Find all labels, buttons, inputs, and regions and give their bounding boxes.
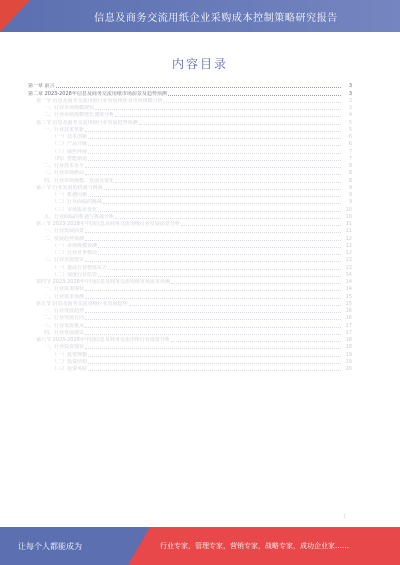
toc-entry[interactable]: [28, 329, 352, 336]
report-footer: [0, 527, 400, 565]
toc-entry[interactable]: [28, 278, 352, 285]
header-corner-accent: [0, 0, 30, 32]
toc-leader-dots: [85, 348, 341, 349]
toc-entry[interactable]: [28, 89, 352, 96]
toc-entry[interactable]: [28, 169, 352, 176]
toc-entry-page: 3: [348, 97, 352, 104]
toc-entry-page: 4: [348, 112, 352, 119]
toc-leader-dots: [85, 261, 341, 262]
toc-entry[interactable]: [28, 249, 352, 256]
toc-entry[interactable]: [28, 126, 352, 133]
toc-leader-dots: [115, 218, 341, 219]
toc-leader-dots: [85, 298, 341, 299]
toc-entry-page: 11: [345, 228, 352, 235]
toc-entry-label: （四）智能制造: [52, 155, 88, 162]
toc-entry-page: 16: [345, 315, 352, 322]
toc-entry-page: 15: [345, 293, 352, 300]
toc-entry-page: 15: [345, 300, 352, 307]
toc-entry-page: 12: [345, 235, 352, 242]
toc-entry-label: （二）行业面临的挑战: [52, 199, 103, 206]
toc-entry-label: 二、行业技术水平: [44, 163, 85, 169]
toc-leader-dots: [85, 319, 341, 320]
toc-entry[interactable]: [28, 184, 352, 191]
toc-entry-label: 三、行业市场格局: [44, 170, 85, 177]
toc-entry-label: 四、行业市场规模、发展及变化: [44, 177, 115, 184]
toc-leader-dots: [85, 312, 341, 313]
toc-leader-dots: [88, 160, 341, 161]
toc-entry[interactable]: [28, 118, 352, 125]
toc-leader-dots: [98, 276, 341, 277]
toc-entry-label: 一、行业需求现状: [44, 286, 85, 293]
toc-entry-page: 3: [348, 90, 352, 97]
toc-leader-dots: [115, 182, 341, 183]
toc-leader-dots: [95, 109, 341, 110]
toc-entry-page: 20: [345, 366, 352, 372]
toc-entry[interactable]: [28, 82, 352, 89]
toc-entry-label: 二、发展趋势预测: [44, 235, 85, 242]
toc-entry-label: 第六节 2023-2028年中国信息及商务交流用纸行业投资分析: [36, 337, 170, 343]
toc-entry-label: （一）技术创新: [52, 134, 88, 140]
toc-entry-page: 14: [345, 279, 352, 285]
toc-entry[interactable]: [28, 227, 352, 234]
toc-entry-label: 一、行业市场规模现状: [44, 105, 95, 111]
toc-entry-label: （一）投资规模: [52, 351, 88, 358]
toc-leader-dots: [129, 305, 341, 306]
toc-entry-page: 16: [345, 308, 352, 314]
toc-leader-dots: [85, 327, 341, 328]
toc-entry-label: （二）投资结构: [52, 358, 88, 365]
toc-entry-page: 11: [345, 221, 352, 227]
toc-entry-label: （一）机遇因素: [52, 192, 88, 198]
toc-leader-dots: [115, 116, 341, 117]
toc-leader-dots: [98, 254, 341, 255]
toc-entry[interactable]: [28, 104, 352, 111]
toc-entry-page: 5: [348, 126, 352, 133]
toc-leader-dots: [103, 203, 341, 204]
toc-leader-dots: [85, 167, 341, 168]
toc-leader-dots: [171, 341, 341, 342]
toc-entry-page: 10: [345, 206, 352, 213]
toc-entry-page: 6: [348, 134, 352, 140]
toc-leader-dots: [88, 370, 341, 371]
toc-entry-label: （三）绿色环保: [52, 148, 88, 155]
toc-entry[interactable]: [28, 133, 352, 140]
toc-entry[interactable]: [28, 111, 352, 118]
toc-leader-dots: [104, 189, 341, 190]
toc-leader-dots: [88, 356, 341, 357]
toc-entry[interactable]: [28, 300, 352, 307]
toc-entry[interactable]: [28, 147, 352, 154]
toc-entry-label: 四、行业发展建议: [44, 329, 85, 336]
toc-leader-dots: [85, 334, 341, 335]
toc-leader-dots: [85, 290, 341, 291]
toc-leader-dots: [85, 174, 341, 175]
toc-entry[interactable]: [28, 263, 352, 270]
toc-entry[interactable]: [28, 97, 352, 104]
toc-leader-dots: [171, 283, 341, 284]
toc-entry-page: 3: [348, 105, 352, 111]
toc-entry[interactable]: [28, 176, 352, 183]
toc-entry-page: 18: [345, 337, 352, 343]
toc-entry[interactable]: [28, 191, 352, 198]
toc-entry[interactable]: [28, 220, 352, 227]
toc-entry-page: 9: [348, 192, 352, 198]
toc-entry-label: （一）市场规模预测: [52, 242, 98, 249]
toc-entry-label: 一、行业投资现状: [44, 344, 85, 351]
toc-leader-dots: [85, 131, 341, 132]
toc-leader-dots: [108, 269, 341, 270]
page-mark: 1: [343, 514, 347, 520]
toc-entry-label: 第一节 信息及商务交流用纸行业发展现状及市场规模分析: [36, 97, 163, 104]
toc-entry-label: 一、行业技术革新: [44, 126, 85, 133]
toc-entry-page: 19: [345, 351, 352, 358]
toc-heading: 内容目录: [171, 57, 228, 71]
toc-leader-dots: [85, 232, 341, 233]
report-header: [0, 0, 400, 32]
toc-leader-dots: [139, 124, 341, 125]
toc-entry[interactable]: [28, 336, 352, 343]
toc-entry[interactable]: [28, 350, 352, 357]
footer-diagonal: [128, 527, 150, 565]
toc-entry-page: 12: [345, 242, 352, 249]
toc-entry[interactable]: [28, 234, 352, 241]
toc-entry[interactable]: [28, 256, 352, 263]
toc-entry-label: 二、行业发展方向: [44, 315, 85, 322]
toc-leader-dots: [85, 240, 341, 241]
toc-entry-page: 9: [348, 184, 352, 191]
report-title: 信息及商务交流用纸企业采购成本控制策略研究报告: [94, 13, 338, 24]
toc-leader-dots: [164, 102, 341, 103]
toc-entry[interactable]: [28, 213, 352, 220]
toc-leader-dots: [181, 225, 341, 226]
toc-entry-label: 三、行业发展建议: [44, 257, 85, 264]
toc-entry-page: 13: [345, 257, 352, 264]
toc-entry-page: 6: [348, 141, 352, 148]
toc-entry-page: 17: [345, 329, 352, 336]
toc-entry-label: 二、行业需求预测: [44, 293, 85, 300]
toc-entry[interactable]: [28, 343, 352, 350]
toc-entry-page: 3: [348, 83, 352, 90]
toc-entry-page: 13: [345, 264, 352, 271]
footer-slogan: 让每个人都能成为: [18, 542, 82, 551]
toc-entry-label: 二、行业市场规模增长速度分析: [44, 112, 115, 119]
table-of-contents: [28, 82, 352, 372]
toc-entry-page: 8: [348, 170, 352, 177]
toc-leader-dots: [88, 153, 341, 154]
toc-entry-page: 14: [345, 286, 352, 293]
toc-entry-page: 7: [348, 155, 352, 162]
toc-entry-label: 第二节 信息及商务交流用纸行业发展趋势预测: [36, 119, 138, 126]
toc-entry[interactable]: [28, 198, 352, 205]
toc-entry[interactable]: [28, 307, 352, 314]
toc-entry-page: 7: [348, 148, 352, 155]
toc-leader-dots: [56, 87, 341, 88]
toc-leader-dots: [88, 196, 341, 197]
toc-entry-label: （三）市场需求变化: [52, 206, 98, 213]
toc-entry[interactable]: [28, 155, 352, 162]
toc-entry-label: 一、行业发展趋势: [44, 308, 85, 314]
toc-entry[interactable]: [28, 358, 352, 365]
toc-entry[interactable]: [28, 314, 352, 321]
toc-entry-label: 第二章 2023-2028年信息及商务交流用纸市场前景及趋势预测: [28, 90, 167, 97]
toc-entry-page: 8: [348, 163, 352, 169]
toc-entry[interactable]: [28, 271, 352, 278]
toc-entry-page: 10: [345, 213, 352, 220]
footer-tagline: 行业专家，管理专家，营销专家，战略专家，成功企业家……: [160, 542, 349, 550]
toc-leader-dots: [168, 95, 341, 96]
toc-entry-label: （三）投资风险: [52, 366, 88, 372]
toc-entry-label: 第一章 前言: [28, 83, 55, 90]
toc-entry[interactable]: [28, 162, 352, 169]
toc-entry-label: 第五节 信息及商务交流用纸行业发展趋势: [36, 300, 128, 307]
toc-entry-page: 8: [348, 177, 352, 184]
toc-entry-label: （二）产品升级: [52, 141, 88, 148]
toc-leader-dots: [88, 145, 341, 146]
toc-entry-label: 第四节 2023-2028年中国信息及商务交流用纸市场需求预测: [36, 279, 170, 285]
toc-entry-label: （二）加强行业监管: [52, 271, 98, 278]
toc-entry[interactable]: [28, 285, 352, 292]
toc-entry[interactable]: [28, 365, 352, 372]
toc-entry-label: 三、行业发展重点: [44, 322, 85, 329]
toc-entry-label: （二）行业竞争格局: [52, 250, 98, 256]
toc-entry-page: 12: [345, 250, 352, 256]
toc-entry-page: 9: [348, 199, 352, 206]
toc-entry-page: 5: [348, 119, 352, 126]
toc-entry[interactable]: [28, 321, 352, 328]
toc-entry-label: 一、行业发展前景: [44, 228, 85, 235]
toc-entry-page: 18: [345, 344, 352, 351]
toc-entry-page: 17: [345, 322, 352, 329]
toc-leader-dots: [88, 363, 341, 364]
toc-entry[interactable]: [28, 292, 352, 299]
toc-entry-page: 14: [345, 271, 352, 278]
toc-leader-dots: [98, 247, 341, 248]
toc-entry[interactable]: [28, 242, 352, 249]
toc-entry[interactable]: [28, 140, 352, 147]
toc-leader-dots: [98, 211, 341, 212]
toc-entry-page: 19: [345, 358, 352, 365]
toc-entry-label: 第三节 2023-2028年中国信息及商务交流用纸行业发展前景分析: [36, 221, 180, 227]
toc-leader-dots: [88, 138, 341, 139]
toc-entry-label: 第三节 行业发展的机遇与挑战: [36, 184, 103, 191]
toc-entry-label: （一）提高行业整体实力: [52, 264, 108, 271]
toc-entry-label: 五、行业面临的机遇与挑战分析: [44, 213, 115, 220]
toc-entry[interactable]: [28, 205, 352, 212]
